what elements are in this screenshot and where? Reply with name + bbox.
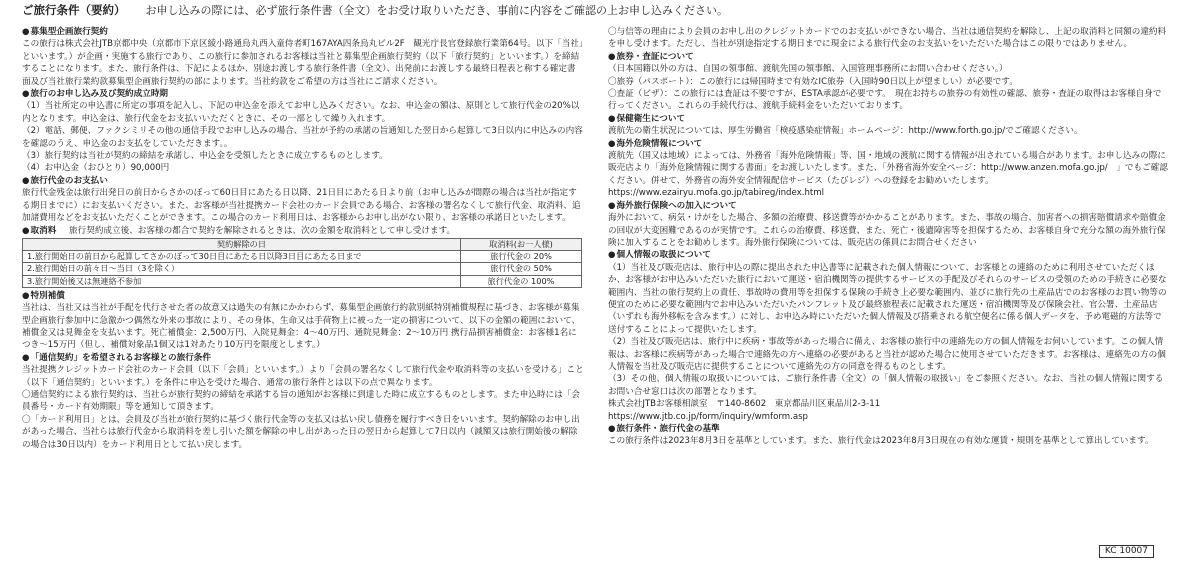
section-title-cancellation: ● 取消料 <box>22 226 56 236</box>
health-text: 渡航先の衛生状況については、厚生労働省「検疫感染症情報」ホームページ：http://www.forth.go.jp/でご確認ください。 <box>608 126 1083 137</box>
left-column <box>22 26 584 451</box>
passport-text-2: 〇旅券（パスポート）：この旅行には帰国時まで有効なIC旅券（入国時90日以上が望ましい）が必要です。 <box>608 76 1018 87</box>
section-title-privacy: ● 個人情報の取扱について <box>608 249 1170 261</box>
section-title-contract: ● 募集型企画旅行契約 <box>22 26 584 38</box>
section-title-telecom-contract: ● 「通信契約」を希望されるお客様との旅行条件 <box>22 352 584 364</box>
section-title-insurance: ● 海外旅行保険への加入について <box>608 200 1170 212</box>
compensation-text: 当社は、当社又は当社が手配を代行させた者の故意又は過失の有無にかかわらず、募集型企画旅行約款別紙特別補償規程に基づき、お客様が募集型企画旅行参加中に急激かつ偶然な外来の事故により、その身体、生命又は手荷物上に被った一定の損害について、以下の金額の範囲において、補償金又は見舞金を支払います。死亡補償金：2,500万円、入院見舞金：4～40万円、通院見舞金：2～10万円 携行品損害補償金：お客様1名につき～15万円（但し、補償対象品1個又は1対あたり10万円を限度とします。） <box>22 303 581 351</box>
table-cell-day: 3.旅行開始後又は無連絡不参加 <box>23 275 461 287</box>
passport-text-3: 〇査証（ビザ）：この旅行には査証は不要ですが、ESTA承認が必要です。 現在お持ちの旅券の有効性の確認、旅券・査証の取得はお客様自身で行ってください。これらの手続代行は、渡航手続料金をいただいております。 <box>608 89 1162 112</box>
privacy-text-1: （1）当社及び販売店は、旅行申込の際に提出された申込書等に記載された個人情報について、お客様との連絡のために利用させていただくほか、お客様がお申込みいただいた旅行において運送・宿泊機関等の提供するサービスの手配及びそれらのサービスの受領のための手続きに必要な範囲内、当社の旅行契約上の責任、事故時の費用等を担保する保険の手続き上必要な範囲内、並びに旅行先の土産品店でのお客様のお買い物等の便宜のために必要な範囲内でお申込みいただいたパンフレット及び最終旅程表に記載された運送・宿泊機関等及び保険会社、官公署、土産品店（いずれも海外移転を含みます。）に対し、お申込み時にいただいた個人情報及び搭乗される航空便名に係る個人データを、予め電磁的方法等で送付することによって提供いたします。 <box>608 262 1167 335</box>
section-title-application: ● 旅行のお申し込み及び契約成立時期 <box>22 88 584 100</box>
telecom-text-3: 〇「カード利用日」とは、会員及び当社が旅行契約に基づく旅行代金等の支払又は払い戻し債務を履行すべき日をいいます。契約解除のお申し出があった場合、当社らは旅行代金から取消料を差し引いた額を解除の申し出があった日の翌日から起算して7日以内（減額又は旅行開始後の解除の場合は30日以内）をカード利用日として払い戻します。 <box>22 414 580 450</box>
section-title-payment: ● 旅行代金のお支払い <box>22 175 584 187</box>
application-text-1: （1）当社所定の申込書に所定の事項を記入し、下記の申込金を添えてお申し込みください。なお、申込金の額は、原則として旅行代金の20%以内となります。申込金は、旅行代金をお支払いいただくときに、その一部として繰り入れます。 <box>22 101 580 124</box>
table-header-fee: 取消料(お一人様) <box>461 238 582 250</box>
page-title: ご旅行条件（要約） <box>22 3 126 17</box>
section-title-basis: ● 旅行条件・旅行代金の基準 <box>608 423 1170 435</box>
telecom-text-1: 当社提携クレジットカード会社のカード会員（以下「会員」といいます。）より「会員の署名なくして旅行代金や取消料等の支払いを受ける」こと（以下「通信契約」といいます。）を条件に申込を受けた場合、通常の旅行条件とは以下の点で異なります。 <box>22 365 584 388</box>
insurance-text: 海外において、病気・けがをした場合、多額の治療費、移送費等がかかることがあります。また、事故の場合、加害者への損害賠償請求や賠償金の回収が大変困難であるのが実情です。これらの治療費、移送費、また、死亡・後遺障害等を担保するため、お客様自身で充分な額の海外旅行保険に加入することをお勧めします。海外旅行保険については、販売店の係員にお問合せください <box>608 213 1166 248</box>
section-title-compensation: ● 特別補償 <box>22 290 584 302</box>
columns <box>22 26 1170 451</box>
danger-info-text: 渡航先（国又は地域）によっては、外務省「海外危険情報」等、国・地域の渡航に関する情報が出されている場合があります。お申し込みの際に販売店より「海外危険情報に関する書面」をお渡しいたします。また、「外務省海外安全ページ：http://www.anzen.mofa.go.jp/ 」でもご確認ください。併せて、外務省の海外安全情報配信サービス（たびレジ）への登録をお勧めいたします。https://www.ezairyu.mofa.go.jp/tabireg/index.html <box>608 151 1168 199</box>
application-text-2: （2）電話、郵便、ファクシミリその他の通信手段でお申し込みの場合、当社が予約の承諾の旨通知した翌日から起算して3日以内に申込みの内容を確認のうえ、申込金のお支払をしていただきます。。 <box>22 126 583 149</box>
cancellation-table <box>22 238 582 288</box>
header <box>22 4 1170 26</box>
section-title-health: ● 保健衛生について <box>608 113 1170 125</box>
section-title-passport-visa: ● 旅券・査証について <box>608 51 1170 63</box>
table-cell-day: 2.旅行開始日の前々日～当日（3を除く） <box>23 263 461 275</box>
table-row <box>23 263 582 275</box>
table-cell-day: 1.旅行開始日の前日から起算してさかのぼって30日目にあたる日以降3日目にあたる日まで <box>23 251 461 263</box>
application-text-4: （4）お申込金（おひとり）90,000円 <box>22 163 170 174</box>
table-cell-fee: 旅行代金の 20% <box>461 251 582 263</box>
privacy-text-2: （2）当社及び販売店は、旅行中に疾病・事故等があった場合に備え、お客様の旅行中の連絡先の方の個人情報をお伺いしています。この個人情報は、お客様に疾病等があった場合で連絡先の方へ連絡の必要があると当社が認めた場合に使用させていただきます。お客様は、連絡先の方の個人情報を当社及び販売店に提供することについて連絡先の方の同意を得るものとします。 <box>608 337 1166 372</box>
privacy-text-3: （3）その他、個人情報の取扱いについては、ご旅行条件書（全文）の「個人情報の取扱い」をご参照ください。なお、当社の個人情報に関するお問い合せ窓口は次の部署となります。 <box>608 374 1164 397</box>
application-text-3: （3）旅行契約は当社が契約の締結を承諾し、申込金を受領したときに成立するものとします。 <box>22 151 388 162</box>
telecom-text-4: 〇与信等の理由により会員のお申し出のクレジットカードでのお支払いができない場合、当社は通信契約を解除し、上記の取消料と同額の違約料を申し受けます。ただし、当社が別途指定する期日までに現金による旅行代金のお支払いをいただいた場合はこの限りではありません。 <box>608 27 1167 50</box>
table-header-day: 契約解除の日 <box>23 238 461 250</box>
document-code: KC 10007 <box>1099 545 1154 558</box>
contract-text: この旅行は株式会社JTB京都中央（京都市下京区綾小路通烏丸西入童侍者町167AYA四条烏丸ビル2F 観光庁長官登録旅行業第64号。以下「当社」といいます。）が企画・実施する旅行であり、この旅行に参加されるお客様は当社と募集型企画旅行契約（以下「旅行契約」といいます。）を締結することになります。また、旅行条件は、下記によるほか、別途お渡しする旅行条件書（全文）、出発前にお渡しする最終日程表と称する確定書面及び当社旅行業約款募集型企画旅行契約の部によります。当社約款をご希望の方は当社にご請求ください。 <box>22 39 584 87</box>
basis-text: この旅行条件は2023年8月3日を基準としています。また、旅行代金は2023年8月3日現在の有効な運賃・規則を基準として算出しています。 <box>608 436 1154 447</box>
table-cell-fee: 旅行代金の 100% <box>461 275 582 287</box>
section-title-danger-info: ● 海外危険情報について <box>608 138 1170 150</box>
table-row <box>23 275 582 287</box>
privacy-contact-address: 株式会社JTBお客様相談室 〒140-8602 東京都品川区東品川2-3-11 <box>608 399 881 410</box>
intro-text: お申し込みの際には、必ず旅行条件書（全文）をお受け取りいただき、事前に内容をご確認の上お申し込みください。 <box>145 4 729 17</box>
payment-text: 旅行代金残金は旅行出発日の前日からさかのぼって60日目にあたる日以降、21日目にあたる日より前（お申し込みが間際の場合は当社が指定する期日までに）にお支払いください。また、お客様が当社提携カード会社のカード会員である場合、お客様の署名なくして旅行代金、取消料、追加諸費用などをお支払いただくことができます。この場合のカード利用日は、お客様からお申し出がない限り、お客様の承諾日といたします。 <box>22 188 581 224</box>
table-row <box>23 251 582 263</box>
cancellation-desc: 旅行契約成立後、お客様の都合で契約を解除されるときは、次の金額を取消料として申し受けます。 <box>69 225 456 236</box>
telecom-text-2: 〇通信契約による旅行契約は、当社らが旅行契約の締結を承諾する旨の通知がお客様に到達した時に成立するものとします。また申込時には「会員番号・カード有効期限」等を通知して頂きます。 <box>22 389 580 413</box>
table-cell-fee: 旅行代金の 50% <box>461 263 582 275</box>
privacy-contact-url: https://www.jtb.co.jp/form/inquiry/wmform.asp <box>608 411 809 422</box>
right-column <box>608 26 1170 451</box>
passport-text-1: （日本国籍以外の方は、自国の領事館、渡航先国の領事館、入国管理事務所にお問い合わせください。） <box>608 64 1008 75</box>
cancellation-heading <box>22 225 584 237</box>
